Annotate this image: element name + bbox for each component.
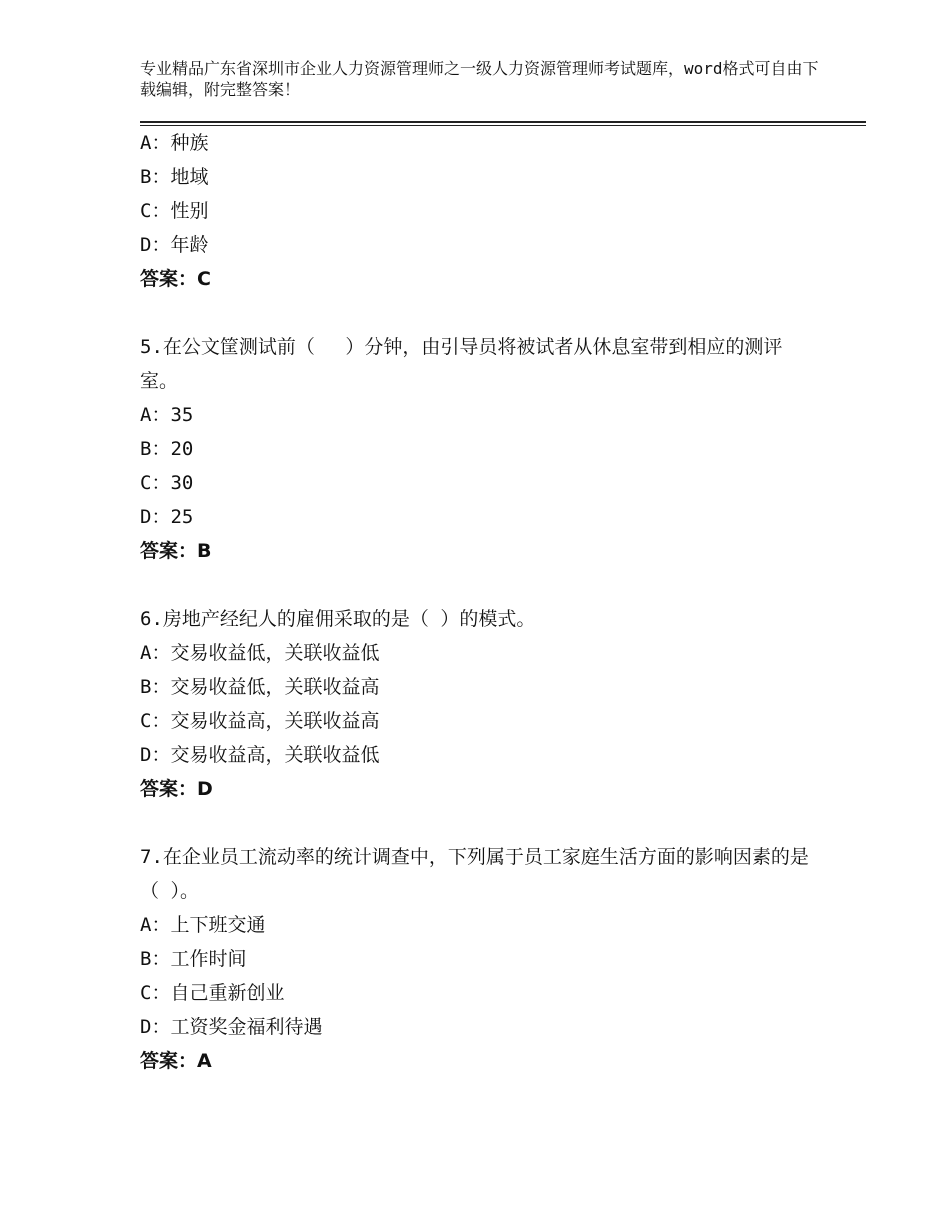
option-c: C：交易收益高，关联收益高 <box>140 710 380 732</box>
option-d: D：年龄 <box>140 234 209 256</box>
option-d: D：25 <box>140 506 194 528</box>
option-a: A：交易收益低，关联收益低 <box>140 642 380 664</box>
answer: 答案：C <box>140 268 211 290</box>
spacer <box>140 568 840 602</box>
option-b: B：地域 <box>140 166 209 188</box>
option-a: A：35 <box>140 404 194 426</box>
option-a: A：上下班交通 <box>140 914 266 936</box>
option-b: B：交易收益低，关联收益高 <box>140 676 380 698</box>
header-divider-thick <box>140 121 866 123</box>
question-list <box>140 126 840 1078</box>
option-c: C：30 <box>140 472 194 494</box>
question-6 <box>140 602 840 806</box>
spacer <box>140 806 840 840</box>
option-b: B：工作时间 <box>140 948 247 970</box>
option-b: B：20 <box>140 438 194 460</box>
option-c: C：自己重新创业 <box>140 982 285 1004</box>
answer: 答案：D <box>140 778 213 800</box>
answer: 答案：B <box>140 540 212 562</box>
question-stem: 5.在公文筐测试前（ ）分钟，由引导员将被试者从休息室带到相应的测评室。 <box>140 336 783 392</box>
option-d: D：工资奖金福利待遇 <box>140 1016 323 1038</box>
question-5 <box>140 330 840 568</box>
question-4 <box>140 126 840 296</box>
option-d: D：交易收益高，关联收益低 <box>140 744 380 766</box>
question-stem: 6.房地产经纪人的雇佣采取的是（ ）的模式。 <box>140 608 536 630</box>
question-7 <box>140 840 840 1078</box>
document-header: 专业精品广东省深圳市企业人力资源管理师之一级人力资源管理师考试题库，word格式可自由下载编辑，附完整答案！ <box>140 59 819 99</box>
spacer <box>140 296 840 330</box>
option-c: C：性别 <box>140 200 209 222</box>
option-a: A：种族 <box>140 132 209 154</box>
question-stem: 7.在企业员工流动率的统计调查中，下列属于员工家庭生活方面的影响因素的是（ ）。 <box>140 846 809 902</box>
answer: 答案：A <box>140 1050 212 1072</box>
